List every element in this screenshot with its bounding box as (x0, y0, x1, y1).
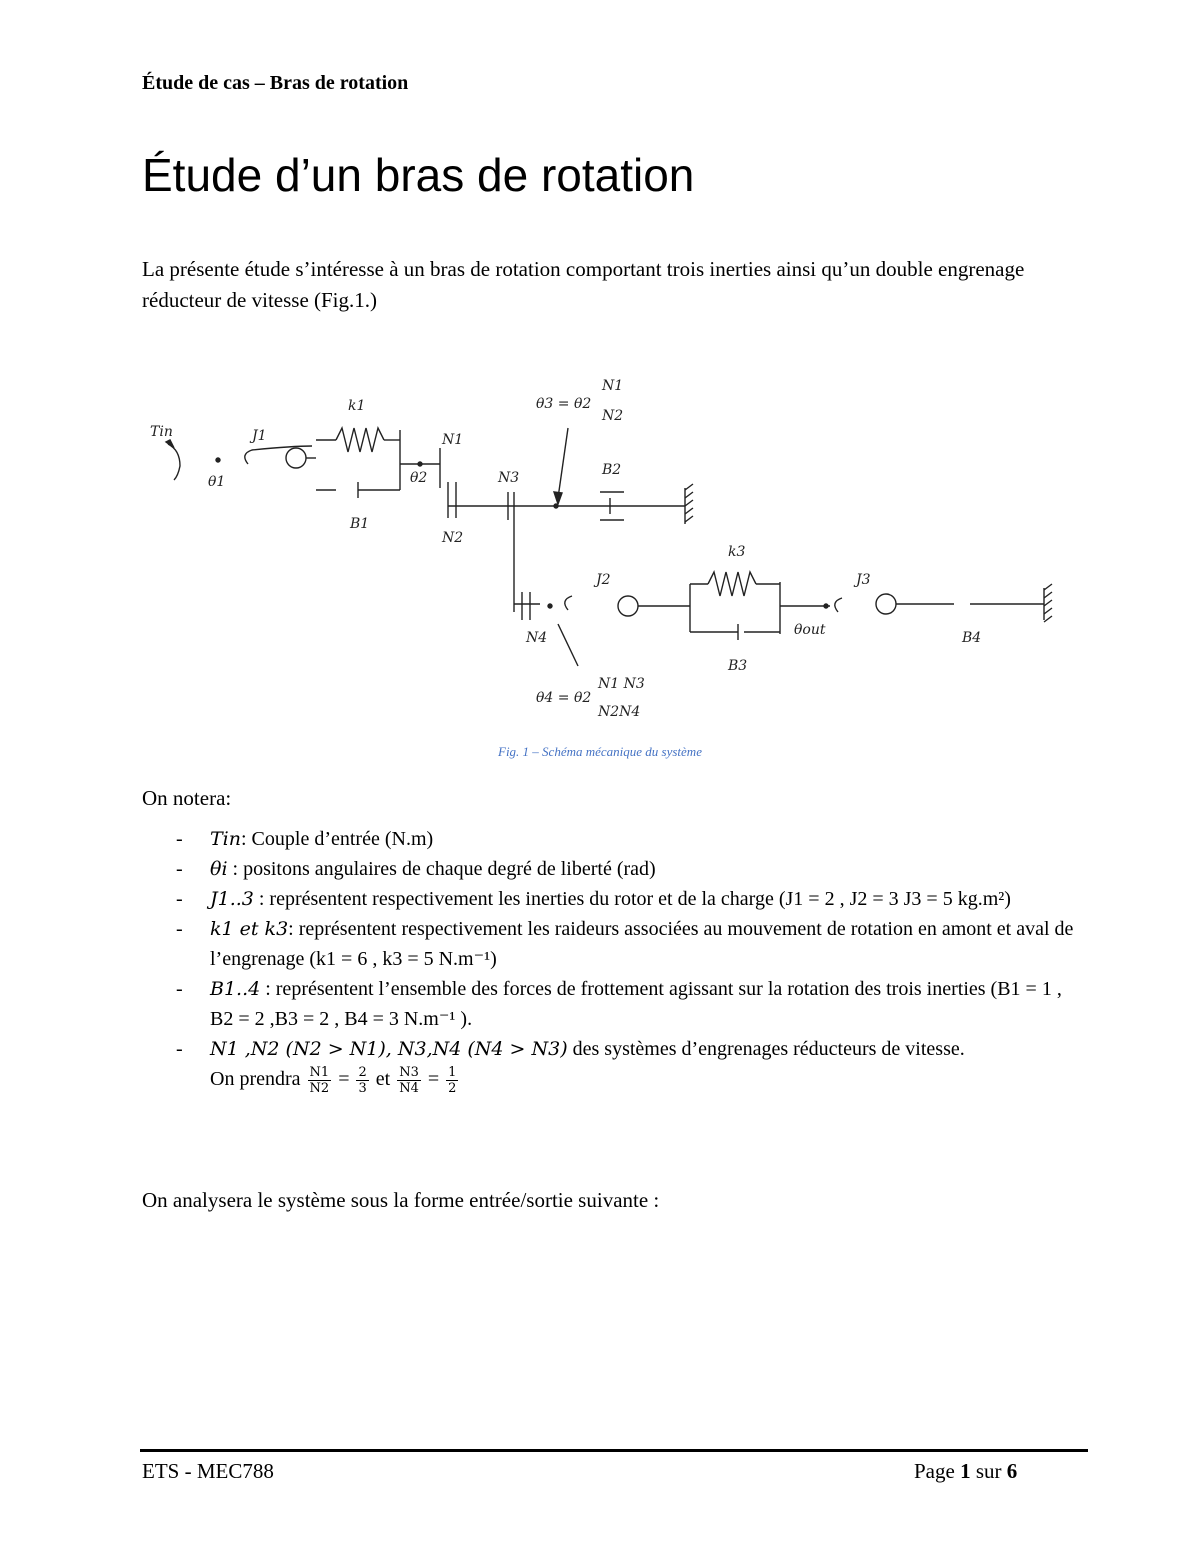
label-eq-top: θ3 = θ2 (536, 396, 592, 412)
figure-caption: Fig. 1 – Schéma mécanique du système (498, 744, 702, 759)
label-b2: B2 (602, 462, 622, 478)
running-header: Étude de cas – Bras de rotation (142, 72, 409, 94)
definitions-list (176, 824, 1076, 1096)
list-item (176, 974, 1076, 1034)
definition-text: : représentent respectivement les inerties du rotor et de la charge (J1 = 2 , J2 = 3 J3 = 5 kg.m²) (253, 888, 1011, 910)
label-b4: B4 (962, 630, 982, 646)
fraction-numerator: 2 (358, 1064, 367, 1080)
fraction-numerator: 1 (448, 1064, 457, 1080)
list-item (176, 824, 1076, 854)
label-eq-bot-num: N1 N3 (598, 676, 645, 692)
fraction-denominator: 2 (448, 1080, 457, 1096)
page-separator: sur (975, 1459, 1002, 1483)
label-eq-bot: θ4 = θ2 (536, 690, 592, 706)
page-title: Étude d’un bras de rotation (142, 149, 695, 201)
definition-text: des systèmes d’engrenages réducteurs de vitesse. (567, 1038, 965, 1060)
current-page: 1 (960, 1459, 971, 1483)
fraction-denominator: N4 (399, 1080, 419, 1096)
label-k1: k1 (348, 398, 366, 414)
analysis-sentence: On analysera le système sous la forme entrée/sortie suivante : (142, 1188, 660, 1212)
label-n4: N4 (526, 630, 548, 646)
symbol: Tin (210, 828, 241, 850)
label-b1: B1 (350, 516, 370, 532)
notes-heading: On notera: (142, 786, 232, 810)
label-eq-top-den: N2 (602, 408, 624, 424)
total-pages: 6 (1006, 1459, 1018, 1483)
footer-page-number (914, 1459, 1017, 1484)
label-eq-top-num: N1 (602, 378, 624, 394)
symbol: k1 et k3 (210, 918, 289, 940)
list-item (176, 914, 1076, 974)
label-j3: J3 (856, 572, 871, 588)
intro-paragraph: La présente étude s’intéresse à un bras de rotation comportant trois inerties ainsi qu’un double engrenage réducteur de vitesse (Fig.1.) (142, 257, 1025, 312)
label-j2: J2 (596, 572, 611, 588)
fraction-denominator: N2 (309, 1080, 330, 1096)
fraction-n1-n2 (308, 1065, 332, 1096)
list-item (176, 854, 1076, 884)
fraction-value-1 (356, 1065, 368, 1096)
label-n1: N1 (442, 432, 464, 448)
ratio-prefix: On prendra (210, 1068, 301, 1090)
symbol: N1 ,N2 (N2 > N1), N3,N4 (N4 > N3) (210, 1038, 568, 1060)
footer-course: ETS - MEC788 (142, 1459, 274, 1483)
label-k3: k3 (728, 544, 746, 560)
fraction-value-2 (446, 1065, 458, 1096)
definition-text: : représentent respectivement les raideurs associées au mouvement de rotation en amont et aval de l’engrenage (k1 = 6 , k3 = 5 N.m⁻¹) (210, 918, 1074, 970)
fraction-denominator: 3 (358, 1080, 367, 1096)
definition-text: : représentent l’ensemble des forces de frottement agissant sur la rotation des trois inerties (B1 = 1 , B2 = 2 ,B3 = 2 , B4 = 3 N.m⁻¹ ). (210, 978, 1062, 1030)
label-theta1: θ1 (208, 474, 226, 490)
label-n2: N2 (442, 530, 464, 546)
fraction-numerator: N1 (309, 1064, 330, 1080)
label-theta-out: θout (794, 622, 826, 638)
list-item (176, 1034, 1076, 1096)
list-item (176, 884, 1076, 914)
label-eq-bot-den: N2N4 (598, 704, 641, 720)
symbol: θi (210, 858, 228, 880)
conjunction: et (375, 1068, 391, 1090)
definition-text: : positons angulaires de chaque degré de liberté (rad) (227, 858, 656, 880)
label-b3: B3 (728, 658, 748, 674)
label-tin: Tin (150, 424, 173, 440)
ratio-line (210, 1064, 460, 1096)
page-prefix: Page (914, 1459, 955, 1483)
equals-sign: = (427, 1068, 440, 1090)
footer-divider (140, 1449, 1088, 1452)
symbol: B1..4 (210, 978, 261, 1000)
label-theta2: θ2 (410, 470, 428, 486)
mechanical-diagram (140, 372, 1070, 722)
definition-text: : Couple d’entrée (N.m) (241, 828, 434, 850)
equals-sign: = (338, 1068, 350, 1090)
symbol: J1..3 (210, 888, 254, 910)
fraction-numerator: N3 (399, 1064, 419, 1080)
fraction-n3-n4 (397, 1065, 421, 1096)
label-j1: J1 (252, 428, 267, 444)
label-n3: N3 (498, 470, 520, 486)
